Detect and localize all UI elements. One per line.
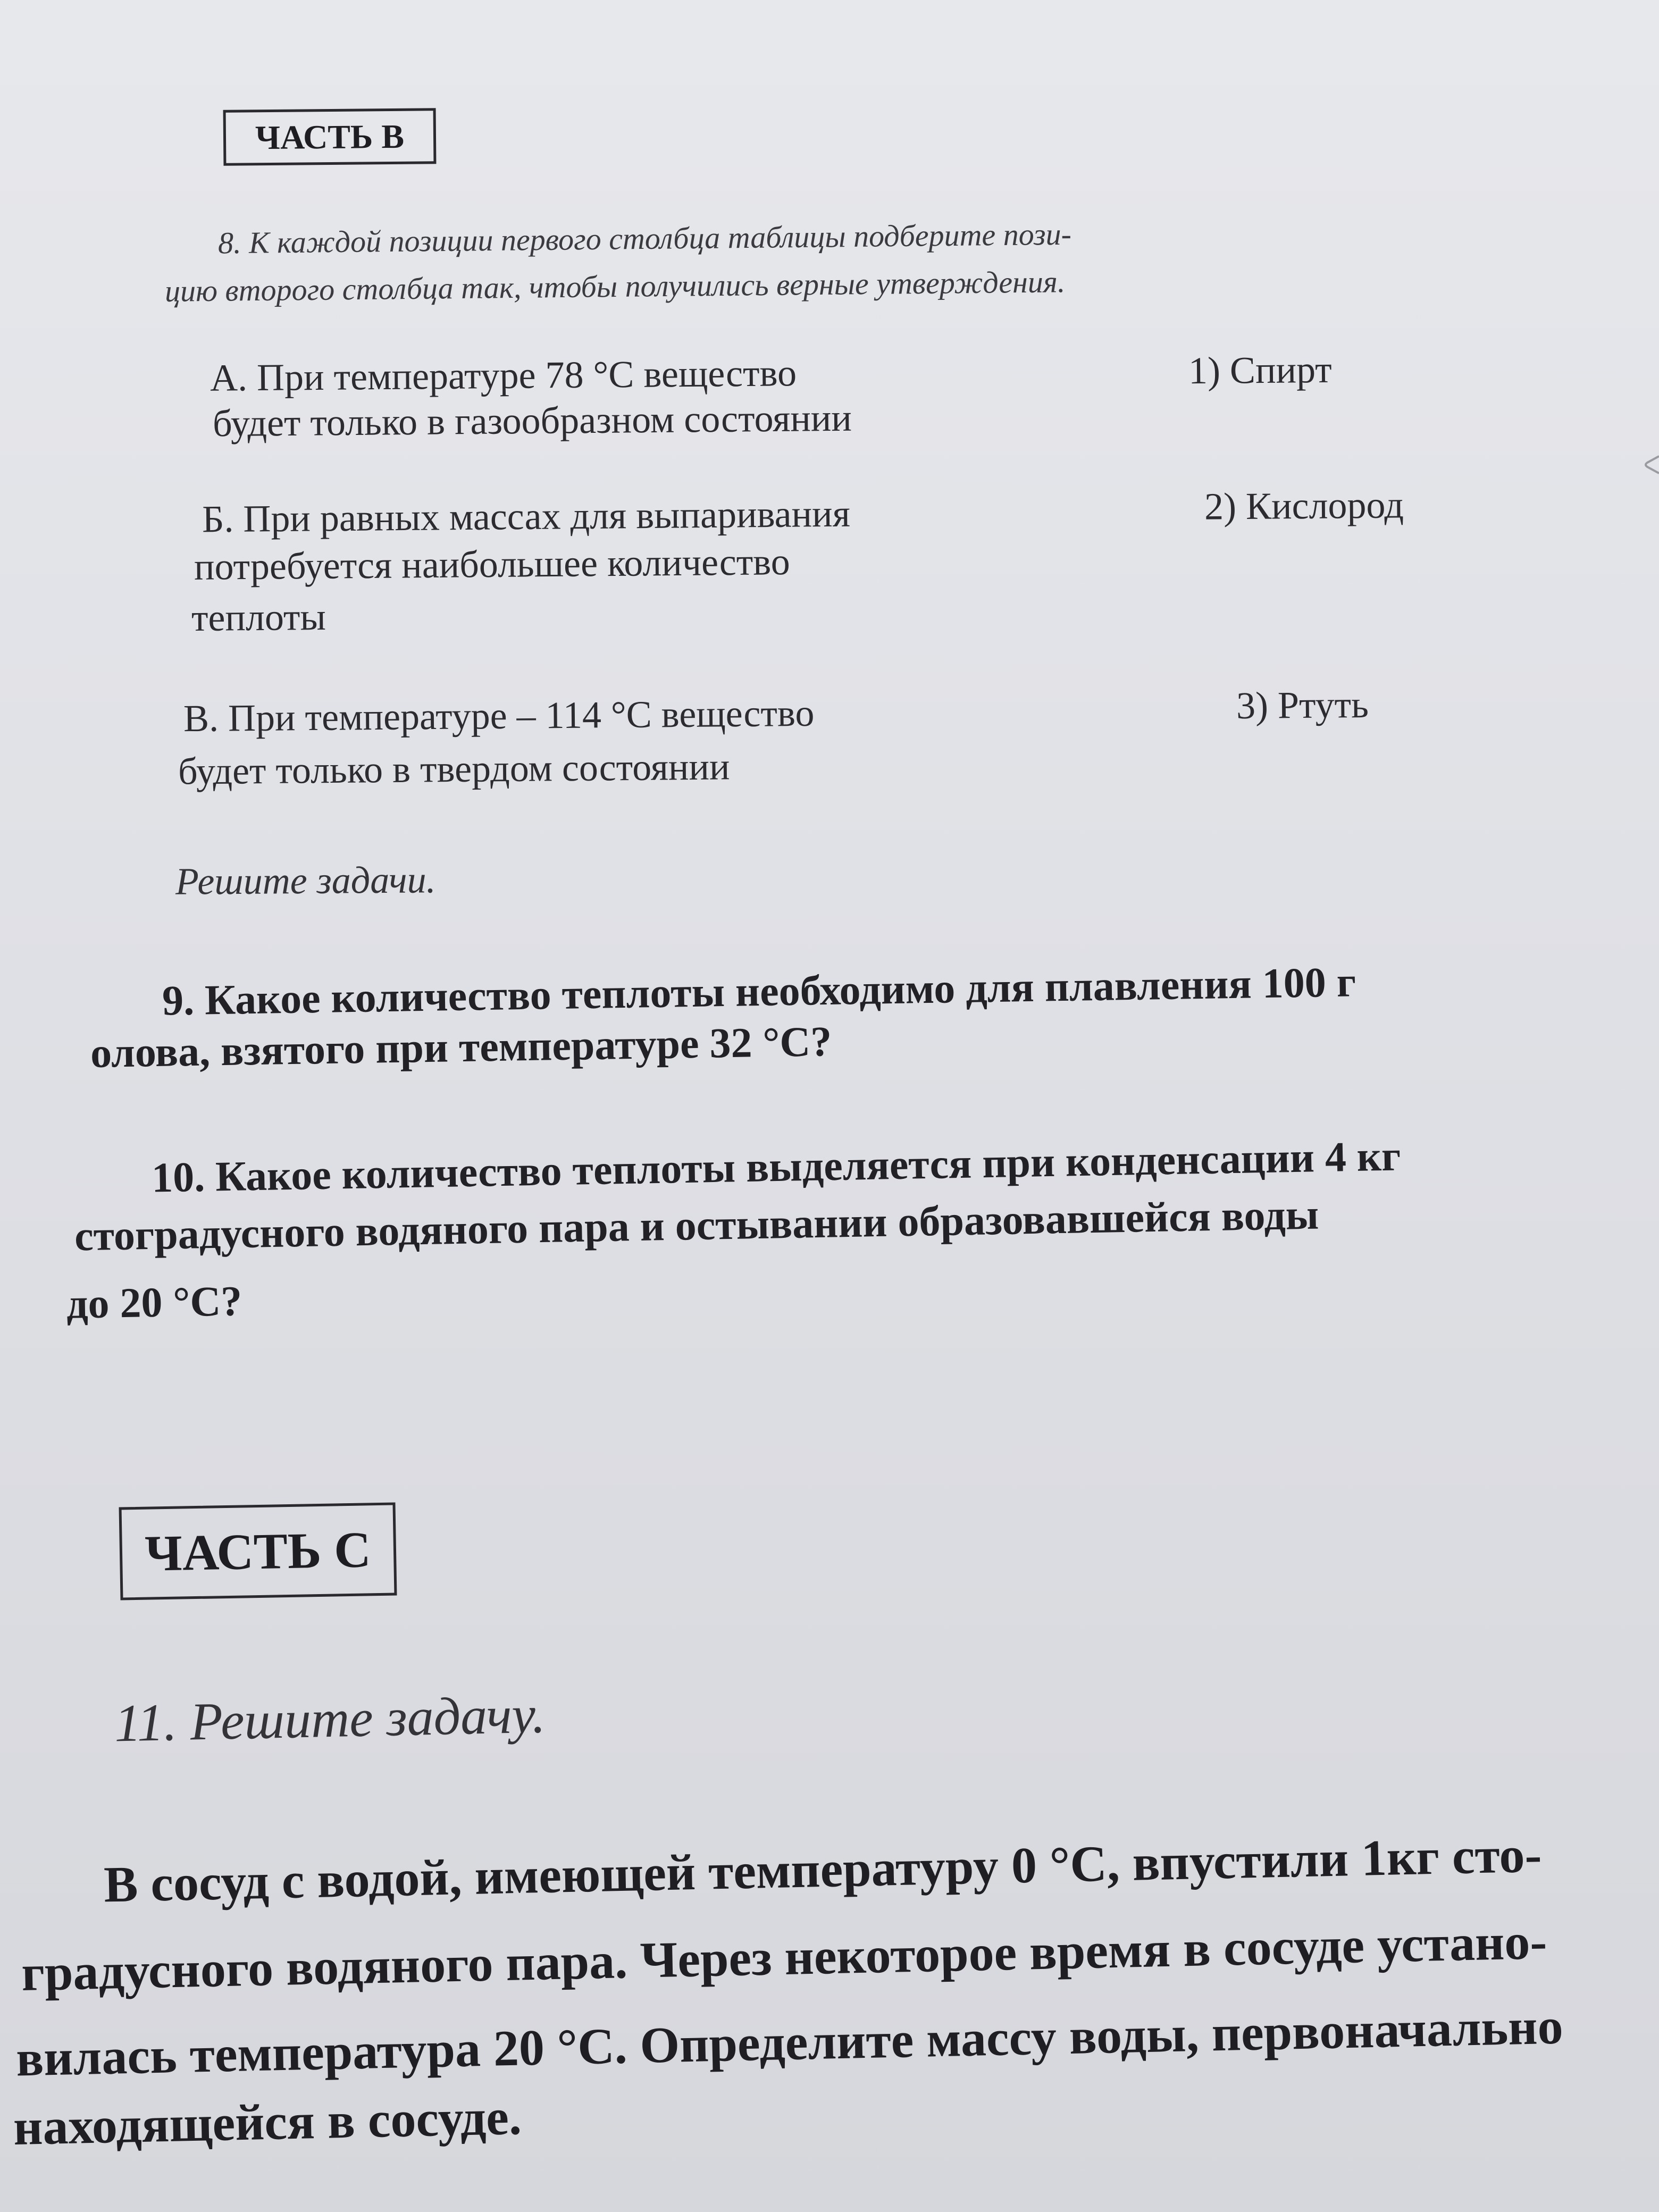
item-a-line-2: будет только в газообразном состоянии [212, 396, 852, 445]
q9-line-1: 9. Какое количество теплоты необходимо для плавления 100 г [162, 959, 1356, 1025]
q10-line-3: до 20 °С? [66, 1278, 242, 1328]
q8-instruction-line-1: 8. К каждой позиции первого столбца таблицы подберите пози- [217, 216, 1072, 261]
solve-heading: Решите задачи. [175, 858, 436, 903]
item-c-line-2: будет только в твердом состоянии [178, 745, 730, 793]
q11-heading: 11. Решите задачу. [113, 1685, 546, 1753]
q10-line-1: 10. Какое количество теплоты выделяется при конденсации 4 кг [151, 1133, 1402, 1202]
q11-line-4: находящейся в сосуде. [12, 2088, 522, 2156]
answer-3: 3) Ртуть [1236, 683, 1369, 727]
answer-1: 1) Спирт [1188, 348, 1332, 392]
q11-line-1: В сосуд с водой, имеющей температуру 0 °С, впустили 1кг сто- [103, 1825, 1543, 1913]
q11-line-3: вилась температура 20 °С. Определите массу воды, первоначально [15, 1997, 1564, 2087]
answer-2: 2) Кислород [1204, 483, 1404, 528]
q8-instruction-line-2: цию второго столбца так, чтобы получились верные утверждения. [164, 264, 1066, 308]
part-b-title: ЧАСТЬ В [255, 117, 405, 156]
q11-line-2: градусного водяного пара. Через некоторое время в сосуде устано- [21, 1912, 1548, 2002]
item-b-line-1: Б. При равных массах для выпаривания [202, 492, 851, 541]
paper-clip-icon [1643, 452, 1659, 484]
q9-line-2: олова, взятого при температуре 32 °С? [90, 1018, 832, 1077]
item-a-line-1: А. При температуре 78 °С вещество [210, 351, 797, 399]
q10-line-2: стоградусного водяного пара и остывании образовавшейся воды [74, 1191, 1319, 1260]
item-b-line-2: потребуется наибольшее количество [194, 540, 791, 588]
part-c-title-box [119, 1502, 397, 1600]
item-b-line-3: теплоты [191, 595, 326, 640]
item-c-line-1: В. При температуре – 114 °С вещество [183, 691, 815, 740]
part-b-title-box [223, 108, 437, 165]
part-c-title: ЧАСТЬ С [144, 1521, 372, 1582]
